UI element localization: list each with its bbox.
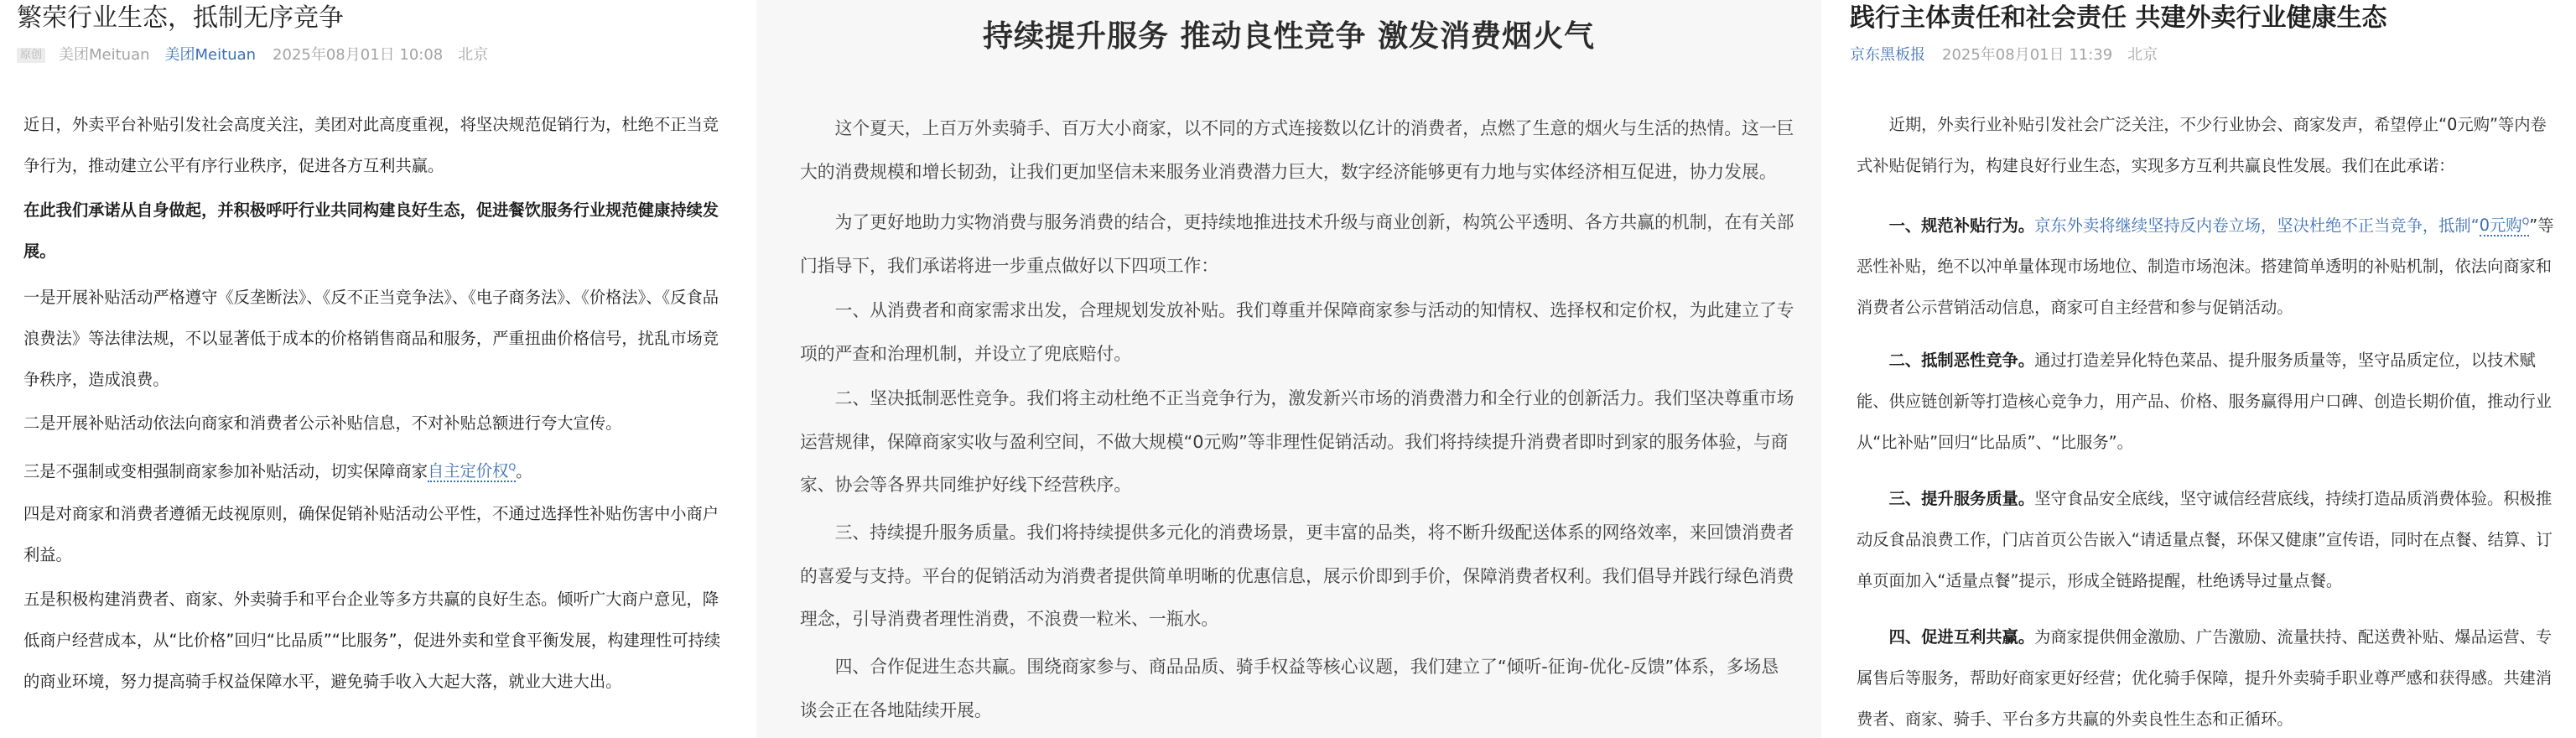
publish-location: 北京 xyxy=(458,46,489,64)
publish-time: 2025年08月01日 10:08 xyxy=(273,46,444,64)
paragraph: 五是积极构建消费者、商家、外卖骑手和平台企业等多方共赢的良好生态。倾听广大商户意见，降低商户经营成本，从“比价格”回归“比品质”“比服务”，促进外卖和堂食平衡发展，构建理性可持续的商业环境，努力提高骑手权益保障水平，避免骑手收入大起大落，就业大进大出。 xyxy=(23,590,721,691)
paragraph: 四、合作促进生态共赢。围绕商家参与、商品品质、骑手权益等核心议题，我们建立了“倾听-征询-优化-反馈”体系，多场恳谈会正在各地陆续开展。 xyxy=(800,657,1779,720)
account-link[interactable]: 美团Meituan xyxy=(164,46,257,64)
text: 通过打造差异化特色菜品、提升服务质量等，坚守品质定位，以技术赋能、供应链创新等打造核心竞争力，用产品、价格、服务赢得用户口碑、创造长期价值，推动行业从“比补贴”回归“比品质”、“比服务”。 xyxy=(1857,351,2553,452)
search-icon: Q xyxy=(508,462,517,473)
account-link[interactable]: 京东黑板报 xyxy=(1850,46,1925,64)
text: 为商家提供佣金激励、广告激励、流量扶持、配送费补贴、爆品运营、专属售后等服务，帮助好商家更好经营；优化骑手保障，提升外卖骑手职业尊严感和获得感。共建消费者、商家、骑手、平台多方共赢的外卖良性生态和正循环。 xyxy=(1857,627,2553,729)
publish-location: 北京 xyxy=(2127,46,2158,64)
paragraph: 一、从消费者和商家需求出发，合理规划发放补贴。我们尊重并保障商家参与活动的知情权、选择权和定价权，为此建立了专项的严查和治理机制，并设立了兜底赔付。 xyxy=(800,300,1794,364)
paragraph xyxy=(1857,616,2558,738)
keyword-link[interactable] xyxy=(2480,216,2530,236)
article-title: 繁荣行业生态，抵制无序竞争 xyxy=(17,3,344,33)
article-title: 持续提升服务 推动良性竞争 激发消费烟火气 xyxy=(982,19,1596,54)
article-meta xyxy=(1850,45,2158,65)
search-icon: Q xyxy=(2521,216,2530,227)
paragraph-bold: 在此我们承诺从自身做起，并积极呼吁行业共同构建良好生态，促进餐饮服务行业规范健康持续发展。 xyxy=(23,200,719,261)
paragraph xyxy=(1857,340,2558,463)
paragraph: 这个夏天，上百万外卖骑手、百万大小商家，以不同的方式连接数以亿计的消费者，点燃了生意的烟火与生活的热情。这一巨大的消费规模和增长韧劲，让我们更加坚信未来服务业消费潜力巨大，数字经济能够更有力地与实体经济相互促进，协力发展。 xyxy=(800,118,1794,182)
paragraph: 为了更好地助力实物消费与服务消费的结合，更持续地推进技术升级与商业创新，构筑公平透明、各方共赢的机制，在有关部门指导下，我们承诺将进一步重点做好以下四项工作： xyxy=(800,212,1794,276)
paragraph: 三、持续提升服务质量。我们将持续提供多元化的消费场景，更丰富的品类，将不断升级配送体系的网络效率，来回馈消费者的喜爱与支持。平台的促销活动为消费者提供简单明晰的优惠信息，展示价即到手价，保障消费者权利。我们倡导并践行绿色消费理念，引导消费者理性消费，不浪费一粒米、一瓶水。 xyxy=(800,522,1794,629)
article-jd xyxy=(1828,0,2576,738)
paragraph: 二、坚决抵制恶性竞争。我们将主动杜绝不正当竞争行为，激发新兴市场的消费潜力和全行业的创新活力。我们坚决尊重市场运营规律，保障商家实收与盈利空间，不做大规模“0元购”等非理性促销活动。我们将持续提升消费者即时到家的服务体验，与商家、协会等各界共同维护好线下经营秩序。 xyxy=(800,388,1794,495)
section-heading: 一、规范补贴行为。 xyxy=(1888,216,2035,236)
paragraph: 一是开展补贴活动严格遵守《反垄断法》、《反不正当竞争法》、《电子商务法》、《价格法》、《反食品浪费法》等法律法规，不以显著低于成本的价格销售商品和服务，严重扭曲价格信号，扰乱市场竞争秩序，造成浪费。 xyxy=(23,288,719,389)
article-statement xyxy=(756,0,1821,738)
article-title: 践行主体责任和社会责任 共建外卖行业健康生态 xyxy=(1850,3,2387,33)
text: 三是不强制或变相强制商家参加补贴活动，切实保障商家 xyxy=(23,461,428,481)
section-heading: 四、促进互利共赢。 xyxy=(1888,627,2035,647)
keyword-text: 0元购 xyxy=(2479,216,2522,236)
paragraph xyxy=(1857,478,2558,601)
text: 坚守食品安全底线，坚守诚信经营底线，持续打造品质消费体验。积极推动反食品浪费工作，门店首页公告嵌入“请适量点餐，环保又健康”宣传语，同时在点餐、结算、订单页面加入“适量点餐”提示，形成全链路提醒，杜绝诱导过量点餐。 xyxy=(1857,489,2553,590)
paragraph xyxy=(23,447,735,491)
keyword-link[interactable] xyxy=(428,461,516,482)
text: ”等恶性补贴，绝不以冲单量体现市场地位、制造市场泡沫。搭建简单透明的补贴机制，依法向商家和消费者公示营销活动信息，商家可自主经营和参与促销活动。 xyxy=(1857,216,2554,318)
paragraph: 四是对商家和消费者遵循无歧视原则，确保促销补贴活动公平性，不通过选择性补贴伤害中小商户利益。 xyxy=(23,504,719,564)
article-meituan xyxy=(0,0,748,738)
original-tag: 原创 xyxy=(17,48,45,63)
keyword-text: 自主定价权 xyxy=(428,461,509,481)
author-name: 美团Meituan xyxy=(59,46,150,64)
text: 京东外卖将继续坚持反内卷立场，坚决杜绝不正当竞争，抵制“ xyxy=(2034,216,2480,236)
paragraph xyxy=(1857,201,2558,328)
section-heading: 二、抵制恶性竞争。 xyxy=(1888,351,2035,370)
paragraph: 近期，外卖行业补贴引发社会广泛关注，不少行业协会、商家发声，希望停止“0元购”等内卷式补贴促销行为，构建良好行业生态，实现多方互利共赢良性发展。我们在此承诺： xyxy=(1857,115,2547,175)
article-meta xyxy=(17,45,488,65)
paragraph: 二是开展补贴活动依法向商家和消费者公示补贴信息，不对补贴总额进行夸大宣传。 xyxy=(23,413,622,433)
section-heading: 三、提升服务质量。 xyxy=(1888,489,2035,508)
paragraph: 近日，外卖平台补贴引发社会高度关注，美团对此高度重视，将坚决规范促销行为，杜绝不正当竞争行为，推动建立公平有序行业秩序，促进各方互利共赢。 xyxy=(23,115,719,175)
publish-time: 2025年08月01日 11:39 xyxy=(1942,46,2113,64)
text: 。 xyxy=(516,461,532,481)
